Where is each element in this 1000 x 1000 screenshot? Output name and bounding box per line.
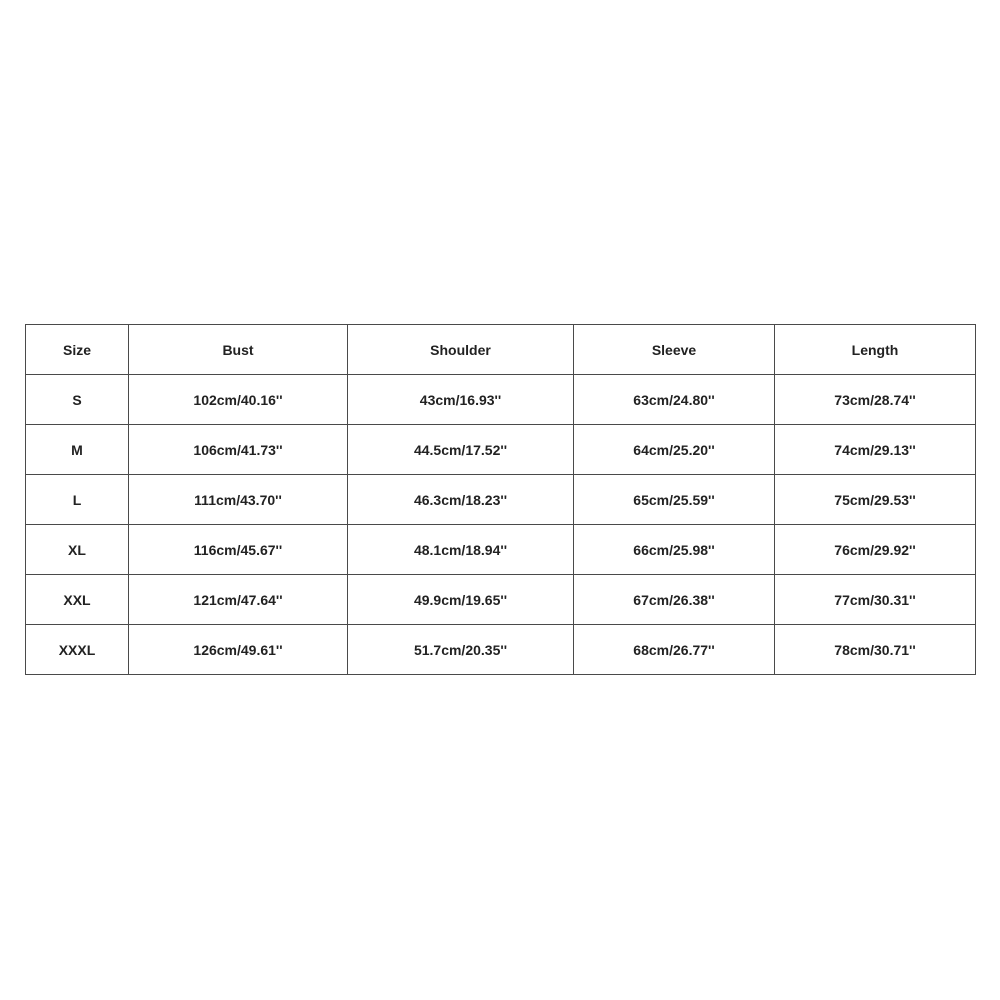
sleeve-cell: 63cm/24.80'': [574, 375, 775, 425]
table-header-row: [26, 325, 976, 375]
bust-cell: 106cm/41.73'': [129, 425, 348, 475]
column-header-size: Size: [26, 325, 129, 375]
table-row: [26, 525, 976, 575]
shoulder-cell: 49.9cm/19.65'': [348, 575, 574, 625]
bust-cell: 126cm/49.61'': [129, 625, 348, 675]
table-row: [26, 375, 976, 425]
column-header-sleeve: Sleeve: [574, 325, 775, 375]
column-header-bust: Bust: [129, 325, 348, 375]
column-header-length: Length: [775, 325, 976, 375]
sleeve-cell: 67cm/26.38'': [574, 575, 775, 625]
size-cell: M: [26, 425, 129, 475]
shoulder-cell: 51.7cm/20.35'': [348, 625, 574, 675]
length-cell: 74cm/29.13'': [775, 425, 976, 475]
size-cell: S: [26, 375, 129, 425]
size-cell: XXXL: [26, 625, 129, 675]
bust-cell: 111cm/43.70'': [129, 475, 348, 525]
table-row: [26, 625, 976, 675]
bust-cell: 102cm/40.16'': [129, 375, 348, 425]
table-row: [26, 475, 976, 525]
bust-cell: 116cm/45.67'': [129, 525, 348, 575]
size-cell: XXL: [26, 575, 129, 625]
shoulder-cell: 48.1cm/18.94'': [348, 525, 574, 575]
size-cell: L: [26, 475, 129, 525]
sleeve-cell: 66cm/25.98'': [574, 525, 775, 575]
column-header-shoulder: Shoulder: [348, 325, 574, 375]
shoulder-cell: 46.3cm/18.23'': [348, 475, 574, 525]
length-cell: 76cm/29.92'': [775, 525, 976, 575]
table-row: [26, 575, 976, 625]
size-chart-table: [25, 324, 976, 675]
sleeve-cell: 65cm/25.59'': [574, 475, 775, 525]
length-cell: 77cm/30.31'': [775, 575, 976, 625]
shoulder-cell: 44.5cm/17.52'': [348, 425, 574, 475]
length-cell: 73cm/28.74'': [775, 375, 976, 425]
bust-cell: 121cm/47.64'': [129, 575, 348, 625]
sleeve-cell: 68cm/26.77'': [574, 625, 775, 675]
table-row: [26, 425, 976, 475]
size-cell: XL: [26, 525, 129, 575]
length-cell: 75cm/29.53'': [775, 475, 976, 525]
sleeve-cell: 64cm/25.20'': [574, 425, 775, 475]
length-cell: 78cm/30.71'': [775, 625, 976, 675]
shoulder-cell: 43cm/16.93'': [348, 375, 574, 425]
